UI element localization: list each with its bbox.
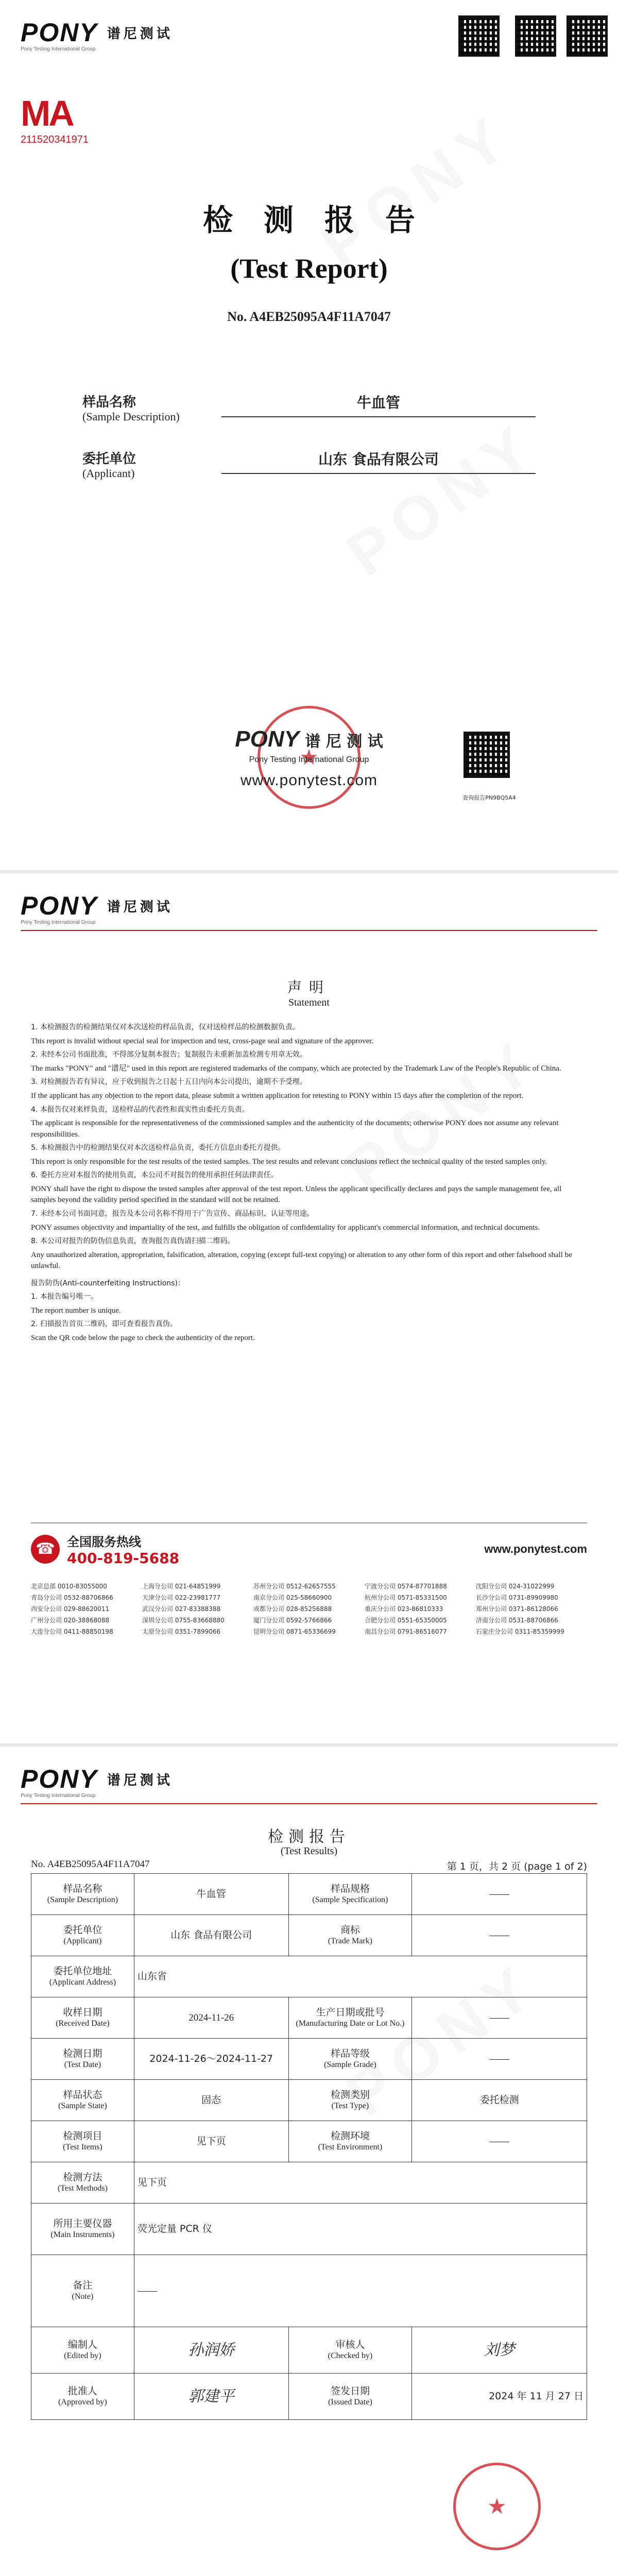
label-cn: 样品规格 xyxy=(330,1883,370,1894)
table-row xyxy=(31,1591,587,1603)
label-cn: 委托单位地址 xyxy=(53,1965,112,1977)
statement-item-cn: 4. 本报告仅对来样负责，送检样品的代表性和真实性由委托方负责。 xyxy=(31,1105,249,1114)
cover-brand xyxy=(0,726,618,789)
table-row xyxy=(31,1915,587,1956)
pony-logo xyxy=(21,891,173,921)
statement-list xyxy=(31,1023,587,1347)
label-cell xyxy=(288,2374,412,2420)
logo-text: PONY xyxy=(21,18,98,47)
table-row xyxy=(31,1603,587,1614)
table-row xyxy=(31,1997,587,2039)
label-cell xyxy=(31,2374,134,2420)
table-row xyxy=(31,1625,587,1637)
watermark-text xyxy=(334,408,552,590)
cover-logo-text: PONY xyxy=(235,726,299,752)
statement-item-en: Any unauthorized alteration, appropriation, falsification, alteration, copying (except full-text copying) or alteration to any other form of this report and other falsehood shall be unlawful. xyxy=(31,1250,572,1270)
label-en: (Test Methods) xyxy=(57,2184,108,2193)
label-en: (Test Type) xyxy=(331,2102,369,2111)
label-en: (Issued Date) xyxy=(328,2398,372,2407)
cma-mark: MA xyxy=(21,93,73,133)
cover-logo xyxy=(0,726,618,752)
branch-cell: 苏州分公司 0512-62657555 xyxy=(253,1582,336,1590)
table-row xyxy=(31,1956,587,1997)
value-cell: —— xyxy=(412,2039,587,2080)
label-cn: 检测类别 xyxy=(330,2089,370,2100)
branch-cell: 宁波分公司 0574-87701888 xyxy=(365,1582,447,1590)
logo-subtitle: Pony Testing International Group xyxy=(21,1793,96,1799)
label-en: (Applicant) xyxy=(63,1937,102,1946)
branch-table xyxy=(31,1580,587,1637)
label-cell xyxy=(288,2039,412,2080)
sample-field xyxy=(82,392,536,433)
label-cn: 收样日期 xyxy=(63,2006,102,2018)
cover-page xyxy=(0,0,618,873)
branch-cell: 石家庄分公司 0311-85359999 xyxy=(476,1628,564,1635)
branch-cell: 济南分公司 0531-88706866 xyxy=(476,1616,558,1624)
label-en: (Checked by) xyxy=(328,2351,373,2361)
value-cell: 见下页 xyxy=(134,2162,587,2204)
label-cn: 样品名称 xyxy=(63,1883,102,1894)
label-cn: 审核人 xyxy=(335,2338,365,2350)
logo-cn-text: 谱尼测试 xyxy=(107,1772,173,1788)
value-cell: 固态 xyxy=(134,2080,288,2121)
applicant-sublabel: (Applicant) xyxy=(82,467,135,480)
anti-fake-item: 2. 扫描报告首页二维码，即可查看报告真伪。 xyxy=(31,1320,177,1329)
label-cn: 检测方法 xyxy=(63,2171,102,2183)
label-cell xyxy=(288,2121,412,2162)
sample-sublabel: (Sample Description) xyxy=(82,410,180,423)
label-cell xyxy=(31,1997,134,2039)
report-title-en: (Test Report) xyxy=(230,253,388,284)
label-cell xyxy=(31,1915,134,1956)
label-cn: 生产日期或批号 xyxy=(316,2006,385,2018)
label-en: (Trade Mark) xyxy=(328,1937,372,1946)
label-cn: 样品等级 xyxy=(330,2047,370,2059)
label-cell xyxy=(31,1874,134,1915)
label-cell xyxy=(31,2255,134,2327)
label-cell xyxy=(31,2121,134,2162)
value-cell: —— xyxy=(412,1997,587,2039)
anti-fake-title: 报告防伪(Anti-counterfeiting Instructions)： xyxy=(31,1279,185,1288)
statement-item-cn: 8. 本公司对报告的防伪信息负责，查询报告真伪请扫描二维码。 xyxy=(31,1236,235,1245)
label-cell xyxy=(288,1874,412,1915)
label-cn: 委托单位 xyxy=(63,1924,102,1936)
statement-subtitle: Statement xyxy=(288,997,330,1008)
hotline-header xyxy=(31,1532,587,1567)
report-number: No. A4EB25095A4F11A7047 xyxy=(227,309,391,324)
report-title-cn: 检测报告 xyxy=(202,202,446,238)
table-row xyxy=(31,2327,587,2374)
service-hotline-box xyxy=(31,1522,587,1708)
table-row xyxy=(31,2080,587,2121)
logo-text: PONY xyxy=(21,1765,98,1793)
label-en: (Main Instruments) xyxy=(50,2230,115,2240)
report-number: No. A4EB25095A4F11A7047 xyxy=(31,1859,150,1870)
label-cell xyxy=(31,1956,134,1997)
applicant-label: 委托单位 xyxy=(82,451,136,467)
label-cn: 签发日期 xyxy=(330,2385,370,2397)
label-en: (Sample Specification) xyxy=(312,1895,388,1905)
branch-cell: 重庆分公司 023-86810333 xyxy=(365,1605,443,1613)
table-row xyxy=(31,1580,587,1591)
applicant-field xyxy=(82,448,536,489)
label-en: (Test Items) xyxy=(63,2143,102,2152)
issued-date: 2024 年 11 月 27 日 xyxy=(412,2374,587,2420)
anti-fake-item: 1. 本报告编号唯一。 xyxy=(31,1293,98,1301)
value-cell: —— xyxy=(412,2121,587,2162)
label-cn: 编制人 xyxy=(67,2338,97,2350)
branch-cell: 武汉分公司 027-83388388 xyxy=(142,1605,221,1613)
label-en: (Test Environment) xyxy=(318,2143,383,2152)
branch-cell: 大连分公司 0411-88850198 xyxy=(31,1628,113,1635)
label-cn: 检测环境 xyxy=(330,2130,370,2142)
signature-checked: 刘梦 xyxy=(412,2327,587,2374)
page-header xyxy=(21,1761,173,1797)
branch-cell: 郑州分公司 0371-86128066 xyxy=(476,1605,558,1613)
label-cell xyxy=(31,2162,134,2204)
anti-fake-item-en: The report number is unique. xyxy=(31,1307,121,1315)
branch-cell: 广州分公司 020-38868088 xyxy=(31,1616,110,1624)
label-en: (Manufacturing Date or Lot No.) xyxy=(296,2019,405,2028)
label-en: (Note) xyxy=(72,2292,94,2301)
logo-subtitle: Pony Testing International Group xyxy=(21,920,96,925)
table-row xyxy=(31,1614,587,1625)
statement-item-cn: 1. 本检测报告的检测结果仅对本次送检的样品负责，仅对送检样品的检测数据负责。 xyxy=(31,1023,300,1031)
statement-item-en: If the applicant has any objection to the report data, please submit a written application for retesting to PONY within 15 days after the completion of the report. xyxy=(31,1092,524,1100)
page-indicator: 第 1 页，共 2 页 (page 1 of 2) xyxy=(447,1861,587,1872)
anti-fake-item-en: Scan the QR code below the page to check the authenticity of the report. xyxy=(31,1334,255,1343)
cma-number: 211520341971 xyxy=(21,134,89,145)
applicant-value: 山东 食品有限公司 xyxy=(221,448,536,474)
cma-certification xyxy=(21,93,88,146)
branch-cell: 沈阳分公司 024-31022999 xyxy=(476,1582,555,1590)
phone-icon: ☎ xyxy=(31,1535,60,1564)
label-en: (Edited by) xyxy=(64,2351,101,2361)
qr-code-icon xyxy=(458,15,500,57)
branch-cell: 合肥分公司 0551-65350005 xyxy=(365,1616,447,1624)
hotline-website: www.ponytest.com xyxy=(484,1543,587,1555)
label-cell xyxy=(31,2204,134,2255)
branch-cell: 南京分公司 025-58660900 xyxy=(253,1594,332,1601)
cover-logo-cn: 谱 尼 测 试 xyxy=(305,733,383,751)
statement-item-en: The marks "PONY" and "谱尼" used in this report are registered trademarks of the company, which are protected by the Trademark Law of the People's Republic of China. xyxy=(31,1064,561,1073)
branch-cell: 上海分公司 021-64851999 xyxy=(142,1582,221,1590)
value-cell: 2024-11-26 xyxy=(134,1997,288,2039)
label-cell xyxy=(288,2080,412,2121)
branch-cell: 南昌分公司 0791-86516077 xyxy=(365,1628,447,1635)
label-cell xyxy=(288,2327,412,2374)
label-en: (Test Date) xyxy=(64,2060,101,2070)
value-cell: —— xyxy=(134,2255,587,2327)
label-cell xyxy=(288,1915,412,1956)
logo-text: PONY xyxy=(21,891,98,920)
value-cell: 2024-11-26～2024-11-27 xyxy=(134,2039,288,2080)
logo-subtitle: Pony Testing International Group xyxy=(21,46,96,52)
header-divider xyxy=(21,1803,597,1804)
statement-item-en: This report is only responsible for the test results of the tested samples. The test results and relevant conclusions reflect the technical quality of the tested samples only. xyxy=(31,1157,547,1166)
label-cn: 备注 xyxy=(73,2279,93,2291)
logo-cn-text: 谱尼测试 xyxy=(107,899,173,915)
branch-cell: 成都分公司 028-85256888 xyxy=(253,1605,332,1613)
value-cell: 见下页 xyxy=(134,2121,288,2162)
table-row xyxy=(31,2162,587,2204)
sample-label: 样品名称 xyxy=(82,395,136,410)
value-cell: 牛血管 xyxy=(134,1874,288,1915)
sample-value: 牛血管 xyxy=(221,392,536,417)
branch-cell: 天津分公司 022-23981777 xyxy=(142,1594,221,1601)
branch-cell: 北京总部 0010-83055000 xyxy=(31,1582,107,1590)
statement-item-en: This report is invalid without special seal for inspection and test, cross-page seal and signature of the approver. xyxy=(31,1037,374,1045)
table-row xyxy=(31,2204,587,2255)
statement-item-en: PONY assumes objectivity and impartiality of the test, and fulfills the obligation of confidentiality for applicant's commercial information, and technical documents. xyxy=(31,1223,540,1232)
label-en: (Approved by) xyxy=(58,2398,107,2407)
label-cell xyxy=(31,2039,134,2080)
table-row xyxy=(31,2255,587,2327)
signature-edited: 孙润娇 xyxy=(134,2327,288,2374)
cover-brand-en: Pony Testing International Group xyxy=(249,755,369,764)
table-row xyxy=(31,2121,587,2162)
branch-cell: 长沙分公司 0731-89909980 xyxy=(476,1594,558,1601)
results-page-1 xyxy=(0,1747,618,2576)
label-cell xyxy=(288,1997,412,2039)
label-cell xyxy=(31,2080,134,2121)
value-cell: —— xyxy=(412,1915,587,1956)
table-row xyxy=(31,1874,587,1915)
sample-info-table xyxy=(31,1873,587,2420)
cover-website: www.ponytest.com xyxy=(240,772,378,789)
table-row xyxy=(31,2374,587,2420)
official-seal xyxy=(453,2463,541,2550)
label-en: (Applicant Address) xyxy=(49,1978,116,1987)
page-header xyxy=(21,14,173,50)
label-en: (Sample State) xyxy=(58,2102,107,2111)
statement-item-en: PONY shall have the right to dispose the tested samples after approval of the test report. Unless the applicant specifically declares and pays the sample management fee, all samples beyond the validity period specified in the standard will not be retained. xyxy=(31,1185,562,1205)
page-header xyxy=(21,888,173,924)
results-title: 检测报告 xyxy=(268,1828,350,1846)
table-row xyxy=(31,2039,587,2080)
results-meta xyxy=(31,1859,587,1873)
branch-cell: 深圳分公司 0755-83668880 xyxy=(142,1616,225,1624)
branch-cell: 杭州分公司 0571-85331500 xyxy=(365,1594,447,1601)
label-cn: 检测项目 xyxy=(63,2130,102,2142)
qr-code-icon xyxy=(464,732,510,778)
results-subtitle: (Test Results) xyxy=(280,1845,338,1857)
value-cell: 山东 食品有限公司 xyxy=(134,1915,288,1956)
statement-title: 声明 xyxy=(287,979,331,996)
qr-code-icon xyxy=(566,15,608,57)
hotline-cn: 全国服务热线 xyxy=(67,1535,141,1549)
header-divider xyxy=(21,930,597,931)
label-cn: 样品状态 xyxy=(63,2089,102,2100)
branch-cell: 昆明分公司 0871-65336699 xyxy=(253,1628,336,1635)
statement-item-cn: 7. 未经本公司书面同意，报告及本公司名称不得用于广告宣传、商品标识、认证等用途。 xyxy=(31,1209,314,1218)
label-cell xyxy=(31,2327,134,2374)
branch-cell: 西安分公司 029-88620011 xyxy=(31,1605,110,1613)
value-cell: 委托检测 xyxy=(412,2080,587,2121)
statement-item-cn: 3. 对检测报告若有异议，应于收到报告之日起十五日内向本公司提出，逾期不予受理。 xyxy=(31,1078,307,1087)
statement-item-en: The applicant is responsible for the representativeness of the commissioned samples and the authenticity of the documents; otherwise PONY does not assume any relevant responsibilities. xyxy=(31,1119,559,1139)
label-cn: 所用主要仪器 xyxy=(53,2217,112,2229)
label-cn: 批准人 xyxy=(67,2385,97,2397)
value-cell: 山东省 xyxy=(134,1956,587,1997)
label-en: (Received Date) xyxy=(56,2019,110,2028)
branch-cell: 太原分公司 0351-7899066 xyxy=(142,1628,221,1635)
branch-cell: 厦门分公司 0592-5766866 xyxy=(253,1616,332,1624)
label-en: (Sample Description) xyxy=(47,1895,118,1905)
statement-page xyxy=(0,873,618,1747)
hotline-number: 400-819-5688 xyxy=(67,1550,180,1567)
pony-logo xyxy=(21,1764,173,1794)
branch-cell: 青岛分公司 0532-88706866 xyxy=(31,1594,113,1601)
logo-cn-text: 谱尼测试 xyxy=(107,26,173,42)
label-en: (Sample Grade) xyxy=(324,2060,376,2070)
value-cell: —— xyxy=(412,1874,587,1915)
qr-caption: 查询报告PN9BQ5A4 xyxy=(462,794,516,801)
statement-item-cn: 5. 本检测报告中的检测结果仅对本次送检样品负责，委托方信息由委托方提供。 xyxy=(31,1143,285,1152)
label-cn: 商标 xyxy=(340,1924,360,1936)
value-cell: 荧光定量 PCR 仪 xyxy=(134,2204,587,2255)
statement-item-cn: 6. 委托方应对本报告的使用负责，本公司不对报告的使用承担任何法律责任。 xyxy=(31,1171,278,1180)
pony-logo xyxy=(21,18,173,47)
hotline-text xyxy=(67,1532,179,1567)
signature-approved: 郭建平 xyxy=(134,2374,288,2420)
qr-code-icon xyxy=(515,15,556,57)
label-cn: 检测日期 xyxy=(63,2047,102,2059)
statement-item-cn: 2. 未经本公司书面批准，不得部分复制本报告；复制报告未重新加盖检测专用章无效。 xyxy=(31,1050,307,1059)
